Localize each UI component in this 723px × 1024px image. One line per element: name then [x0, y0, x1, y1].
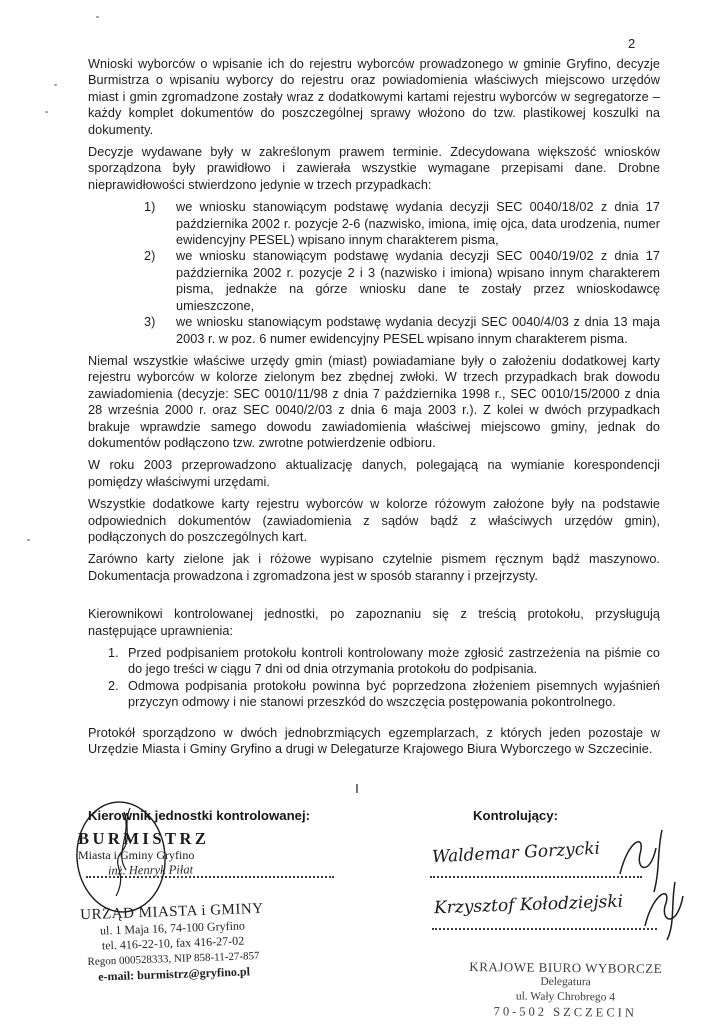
list-item-number: 2): [144, 249, 156, 264]
list-item: [144, 199, 660, 248]
stamp-line: 70-502 SZCZECIN: [493, 1004, 637, 1020]
document-body: [88, 56, 660, 763]
list-item-text: we wniosku stanowiącym podstawę wydania decyzji SEC 0040/19/02 z dnia 17 października 2002 r. pozycje 2 i 3 (nazwisko i imiona) wpisano innym charakterem pisma, jednakże na górze wniosku dane te zostały przez wnioskodawcę umieszczone,: [176, 249, 660, 313]
list-item: [144, 248, 660, 314]
paragraph-rozowe: Wszystkie dodatkowe karty rejestru wyborców w kolorze różowym założone były na podstawie odpowiednich dokumentów (zawiadomienia z sądów bądź z właściwych urzędów gmin), podłączonych do poszczególnych kart.: [88, 497, 660, 544]
stamp-line: Delegatura: [540, 975, 591, 989]
page-number: 2: [628, 36, 636, 51]
stamp-line: e-mail: burmistrz@gryfino.pl: [97, 964, 251, 984]
list-item-text: Przed podpisaniem protokołu kontroli kontrolowany może zgłosić zastrzeżenia na piśmie co do jego treści w ciągu 7 dni od dnia otrzymania protokołu do podpisania.: [128, 646, 660, 677]
scan-speck: [54, 84, 57, 86]
office-address-stamp: [67, 901, 280, 986]
electoral-bureau-stamp: [448, 959, 684, 1021]
scan-artifact-mark: [356, 784, 358, 793]
stamp-line: Regon 000528333, NIP 858-11-27-857: [87, 949, 260, 968]
list-item-number: 1): [144, 200, 156, 215]
scan-speck: [96, 16, 99, 18]
list-item: [144, 314, 660, 347]
paragraph-protokol: Protokół sporządzono w dwóch jednobrzmiących egzemplarzach, z których jeden pozostaje w Urzędzie Miasta i Gminy Gryfino a drugi w Delegaturze Krajowego Biura Wyborczego w Szczecinie.: [88, 725, 660, 757]
paragraph-zarowno: Zarówno karty zielone jak i różowe wypisano czytelnie pismem ręcznym bądź maszynowo. Dokumentacja prowadzona i zgromadzona jest w sposób staranny i przejrzysty.: [88, 552, 660, 583]
list-item-text: Odmowa podpisania protokołu powinna być poprzedzona złożeniem pisemnych wyjaśnień przyczyn odmowy i nie stanowi przeszkód do wszczęcia postępowania pokontrolnego.: [128, 678, 660, 710]
paragraph-decyzje: Decyzje wydawane były w zakreślonym prawem terminie. Zdecydowana większość wniosków sporządzona były prawidłowo i zawierała wszystkie wymagane przepisami dane. Drobne nieprawidłowości stwierdzono jedynie w trzech przypadkach:: [88, 145, 660, 192]
right-signature-heading: Kontrolujący:: [473, 808, 558, 823]
burmistrz-stamp-title: BURMISTRZ: [78, 829, 210, 848]
list-item-number: 3): [144, 315, 156, 330]
section-gap: [88, 590, 660, 606]
scan-speck: [45, 111, 48, 113]
paragraph-kierownikowi: Kierownikowi kontrolowanej jednostki, po zapoznaniu się z treścią protokołu, przysługują następujące uprawnienia:: [88, 607, 660, 638]
list-item-number: 2.: [108, 678, 119, 693]
paragraph-wnioski: Wnioski wyborców o wpisanie ich do rejestru wyborców prowadzonego w gminie Gryfino, decyzje Burmistrza o wpisaniu wyborcy do rejestru oraz powiadomienia właściwych miejscowo urzędów miast i gmin zgromadzone zostały wraz z dodatkowymi kartami rejestru wyborców w segregatorze – każdy komplet dokumentów do poszczególnej sprawy włożono do tzw. plastikowej koszulki na dokumenty.: [88, 57, 660, 137]
list-item: [108, 645, 660, 678]
scan-speck: [27, 539, 30, 541]
controller-signature-2: Krzysztof Kołodziejski: [433, 891, 624, 919]
handwritten-oval-mark: [70, 798, 172, 916]
burmistrz-stamp-subtitle: Miasta i Gminy Gryfino: [78, 848, 195, 862]
stamp-line: ul. 1 Maja 16, 74-100 Gryfino: [99, 917, 246, 938]
controller-signature-1: Waldemar Gorzycki: [431, 838, 601, 868]
paragraph-niemal: Niemal wszystkie właściwe urzędy gmin (miast) powiadamiane były o założeniu dodatkowej karty rejestru wyborców w kolorze zielonym bez zbędnej zwłoki. W trzech przypadkach brak dowodu zawiadomienia (decyzje: SEC 0010/11/98 z dnia 7 października 1998 r., SEC 0010/15/2000 z dnia 28 września 2000 r. oraz SEC 0040/2/03 z dnia 6 maja 2003 r.). Z kolei w dwóch przypadkach brakuje wprawdzie samego dowodu zawiadomienia właściwej miejscowo gminy, jednak do dokumentów podłączono tzw. zwrotne potwierdzenie odbioru.: [88, 353, 660, 450]
list-item-number: 1.: [108, 646, 119, 660]
stamp-line: URZĄD MIASTA i GMINY: [79, 900, 264, 924]
list-item-text: we wniosku stanowiącym podstawę wydania decyzji SEC 0040/4/03 z dnia 13 maja 2003 r. w poz. 6 numer ewidencyjny PESEL wpisano innym charakterem pisma.: [176, 315, 660, 346]
section-gap: [88, 717, 660, 725]
stamp-line: ul. Wały Chrobrego 4: [515, 990, 616, 1004]
paragraph-aktualizacja: W roku 2003 przeprowadzono aktualizację danych, polegającą na wymianie korespondencji pomiędzy właściwymi urzędami.: [88, 458, 660, 489]
stamp-line: tel. 416-22-10, fax 416-27-02: [101, 933, 245, 953]
left-signature-name: inż. Henryk Piłat: [107, 862, 194, 878]
signature-paraph-2: [635, 876, 695, 944]
list-item-text: we wniosku stanowiącym podstawę wydania decyzji SEC 0040/18/02 z dnia 17 października 2002 r. pozycje 2-6 (nazwisko, imiona, imię ojca, data urodzenia, numer ewidencyjny PESEL) wpisano innym charakterem pisma,: [176, 200, 660, 248]
list-item: [108, 678, 660, 711]
stamp-line: KRAJOWE BIURO WYBORCZE: [469, 958, 663, 977]
left-signature-heading: Kierownik jednostki kontrolowanej:: [88, 808, 311, 823]
